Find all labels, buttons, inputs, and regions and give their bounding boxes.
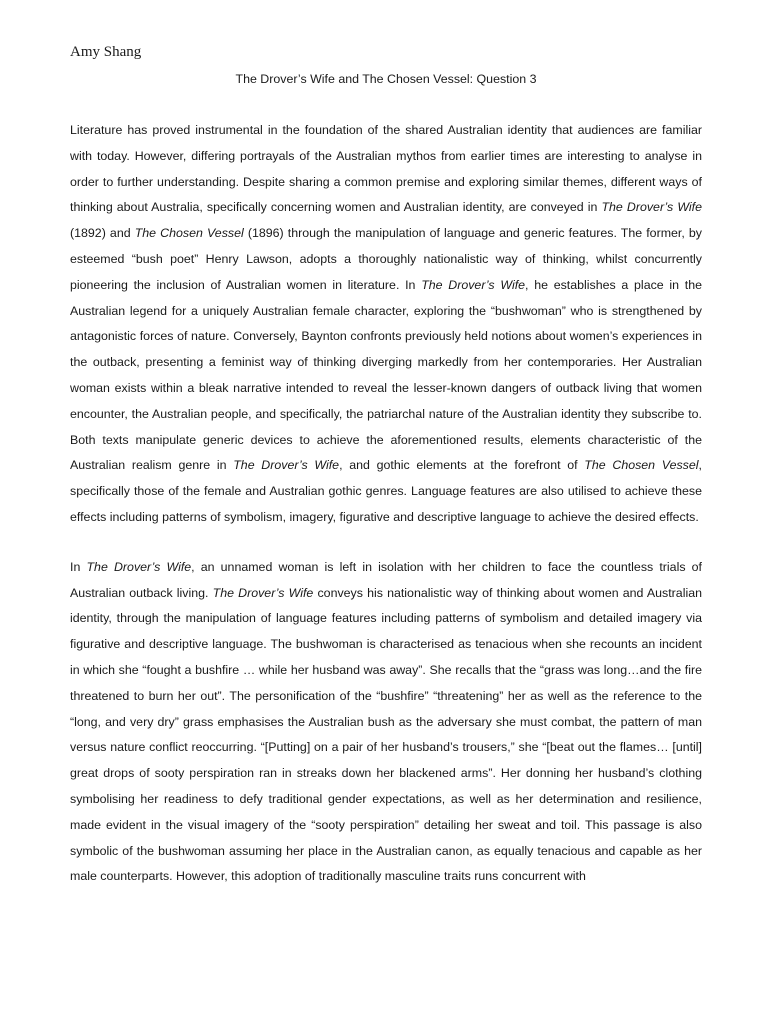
author-name: Amy Shang bbox=[70, 44, 142, 60]
text-run: , specifically those of the female and Australian gothic genres. Language features are also utilised to achieve these effects including patterns of symbolism, imagery, figurative and descriptive language to achieve the desired effects. bbox=[70, 458, 702, 524]
text-run: , he establishes a place in the Australian legend for a uniquely Australian female character, exploring the “bushwoman” who is strengthened by antagonistic forces of nature. Conversely, Baynton confronts previously held notions about women’s experiences in the outback, presenting a feminist way of thinking diverging markedly from her contemporaries. Her Australian woman exists within a bleak narrative intended to reveal the lesser-known dangers of outback living that women encounter, the Australian people, and specifically, the patriarchal nature of the Australian identity they subscribe to. Both texts manipulate generic devices to achieve the aforementioned results, elements characteristic of the Australian realism genre in bbox=[70, 277, 702, 473]
italic-title-ref: The Drover’s Wife bbox=[601, 200, 702, 215]
italic-title-ref: The Drover’s Wife bbox=[86, 559, 192, 574]
document-title: The Drover’s Wife and The Chosen Vessel: Question 3 bbox=[235, 72, 537, 86]
body-paragraph-2 bbox=[70, 555, 702, 890]
italic-title-ref: The Chosen Vessel bbox=[134, 226, 244, 241]
text-run: , an unnamed woman is left in isolation with her children to face the countless trials of Australian outback living. bbox=[70, 559, 702, 600]
italic-title-ref: The Drover’s Wife bbox=[212, 585, 314, 600]
body-paragraph-1 bbox=[70, 118, 702, 531]
italic-title-ref: The Chosen Vessel bbox=[584, 458, 699, 473]
text-run: , and gothic elements at the forefront of bbox=[339, 458, 585, 473]
text-run: Literature has proved instrumental in the foundation of the shared Australian identity that audiences are familiar with today. However, differing portrayals of the Australian mythos from earlier times are interesting to analyse in order to further understanding. Despite sharing a common premise and exploring similar themes, different ways of thinking about Australia, specifically concerning women and Australian identity, are conveyed in bbox=[70, 123, 702, 215]
text-run: (1892) and bbox=[70, 226, 135, 241]
text-run: In bbox=[70, 559, 87, 574]
italic-title-ref: The Drover’s Wife bbox=[421, 277, 526, 292]
text-run: conveys his nationalistic way of thinking about women and Australian identity, through the manipulation of language features including patterns of symbolism and detailed imagery via figurative and descriptive language. The bushwoman is characterised as tenacious when she recounts an incident in which she “fought a bushfire … while her husband was away”. She recalls that the “grass was long…and the fire threatened to burn her out”. The personification of the “bushfire” “threatening” her as well as the reference to the “long, and very dry” grass emphasises the Australian bush as the adversary she must combat, the pattern of man versus nature conflict reoccurring. “[Putting] on a pair of her husband’s trousers,” she “[beat out the flames… [until] great drops of sooty perspiration ran in streaks down her blackened arms”. Her donning her husband’s clothing symbolising her readiness to defy traditional gender expectations, as well as her determination and resilience, made evident in the visual imagery of the “sooty perspiration” detailing her sweat and toil. This passage is also symbolic of the bushwoman assuming her place in the Australian canon, as equally tenacious and capable as her male counterparts. However, this adoption of traditionally masculine traits runs concurrent with bbox=[70, 585, 702, 884]
text-run: (1896) through the manipulation of language and generic features. The former, by esteemed “bush poet” Henry Lawson, adopts a thoroughly nationalistic way of thinking, whilst concurrently pioneering the inclusion of Australian women in literature. In bbox=[70, 226, 702, 292]
italic-title-ref: The Drover’s Wife bbox=[233, 458, 340, 473]
